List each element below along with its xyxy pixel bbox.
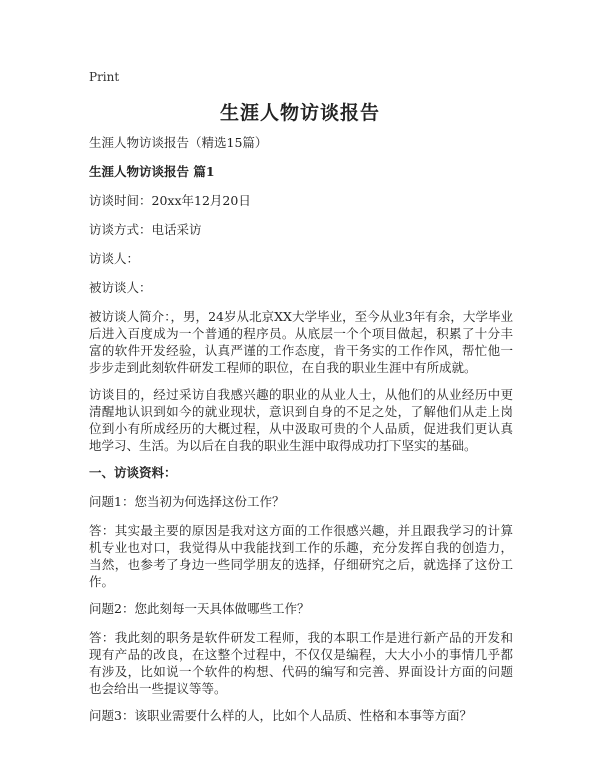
interview-purpose: 访谈目的，经过采访自我感兴趣的职业的从业人士，从他们的从业经历中更清醒地认识到如今的就业现状，意识到自身的不足之处，了解他们从走上岗位到小有所成经历的大概过程，从中汲取可贵的个人品质，促进我们更认真地学习、生活。为以后在自我的职业生涯中取得成功打下坚实的基础。: [89, 387, 513, 453]
document-title: 生涯人物访谈报告: [219, 102, 380, 124]
interview-time: 访谈时间：20xx年12月20日: [89, 193, 251, 208]
subtitle: 生涯人物访谈报告（精选15篇）: [89, 135, 268, 150]
document-body: [89, 134, 513, 736]
interview-method: 访谈方式：电话采访: [89, 222, 202, 237]
question-2: 问题2：您此刻每一天具体做哪些工作？: [89, 601, 310, 616]
question-1: 问题1：您当初为何选择这份工作？: [89, 494, 285, 509]
interviewee: 被访谈人：: [89, 280, 152, 295]
interviewer: 访谈人：: [89, 251, 140, 266]
print-label[interactable]: Print: [89, 70, 120, 84]
materials-heading: 一、访谈资料：: [89, 465, 177, 480]
interviewee-intro: 被访谈人简介：，男，24岁从北京XX大学毕业，至今从业3年有余，大学毕业后进入百度成为一个普通的程序员。从底层一个个项目做起，积累了十分丰富的软件开发经验，认真严谨的工作态度，肯干务实的工作作风，帮忙他一步步走到此刻软件研发工程师的职位，在自我的职业生涯中有所成就。: [89, 309, 513, 375]
section-heading: 生涯人物访谈报告 篇1: [89, 164, 215, 179]
answer-2: 答：我此刻的职务是软件研发工程师，我的本职工作是进行新产品的开发和现有产品的改良，在这整个过程中，不仅仅是编程，大大小小的事情几乎都有涉及，比如说一个软件的构想、代码的编写和完善、界面设计方面的问题也会给出一些提议等等。: [89, 630, 513, 696]
answer-1: 答：其实最主要的原因是我对这方面的工作很感兴趣，并且跟我学习的计算机专业也对口，我觉得从中我能找到工作的乐趣，充分发挥自我的创造力，当然，也参考了身边一些同学朋友的选择，仔细研究之后，就选择了这份工作。: [89, 523, 513, 589]
question-3: 问题3：该职业需要什么样的人，比如个人品质、性格和本事等方面？: [89, 708, 472, 723]
